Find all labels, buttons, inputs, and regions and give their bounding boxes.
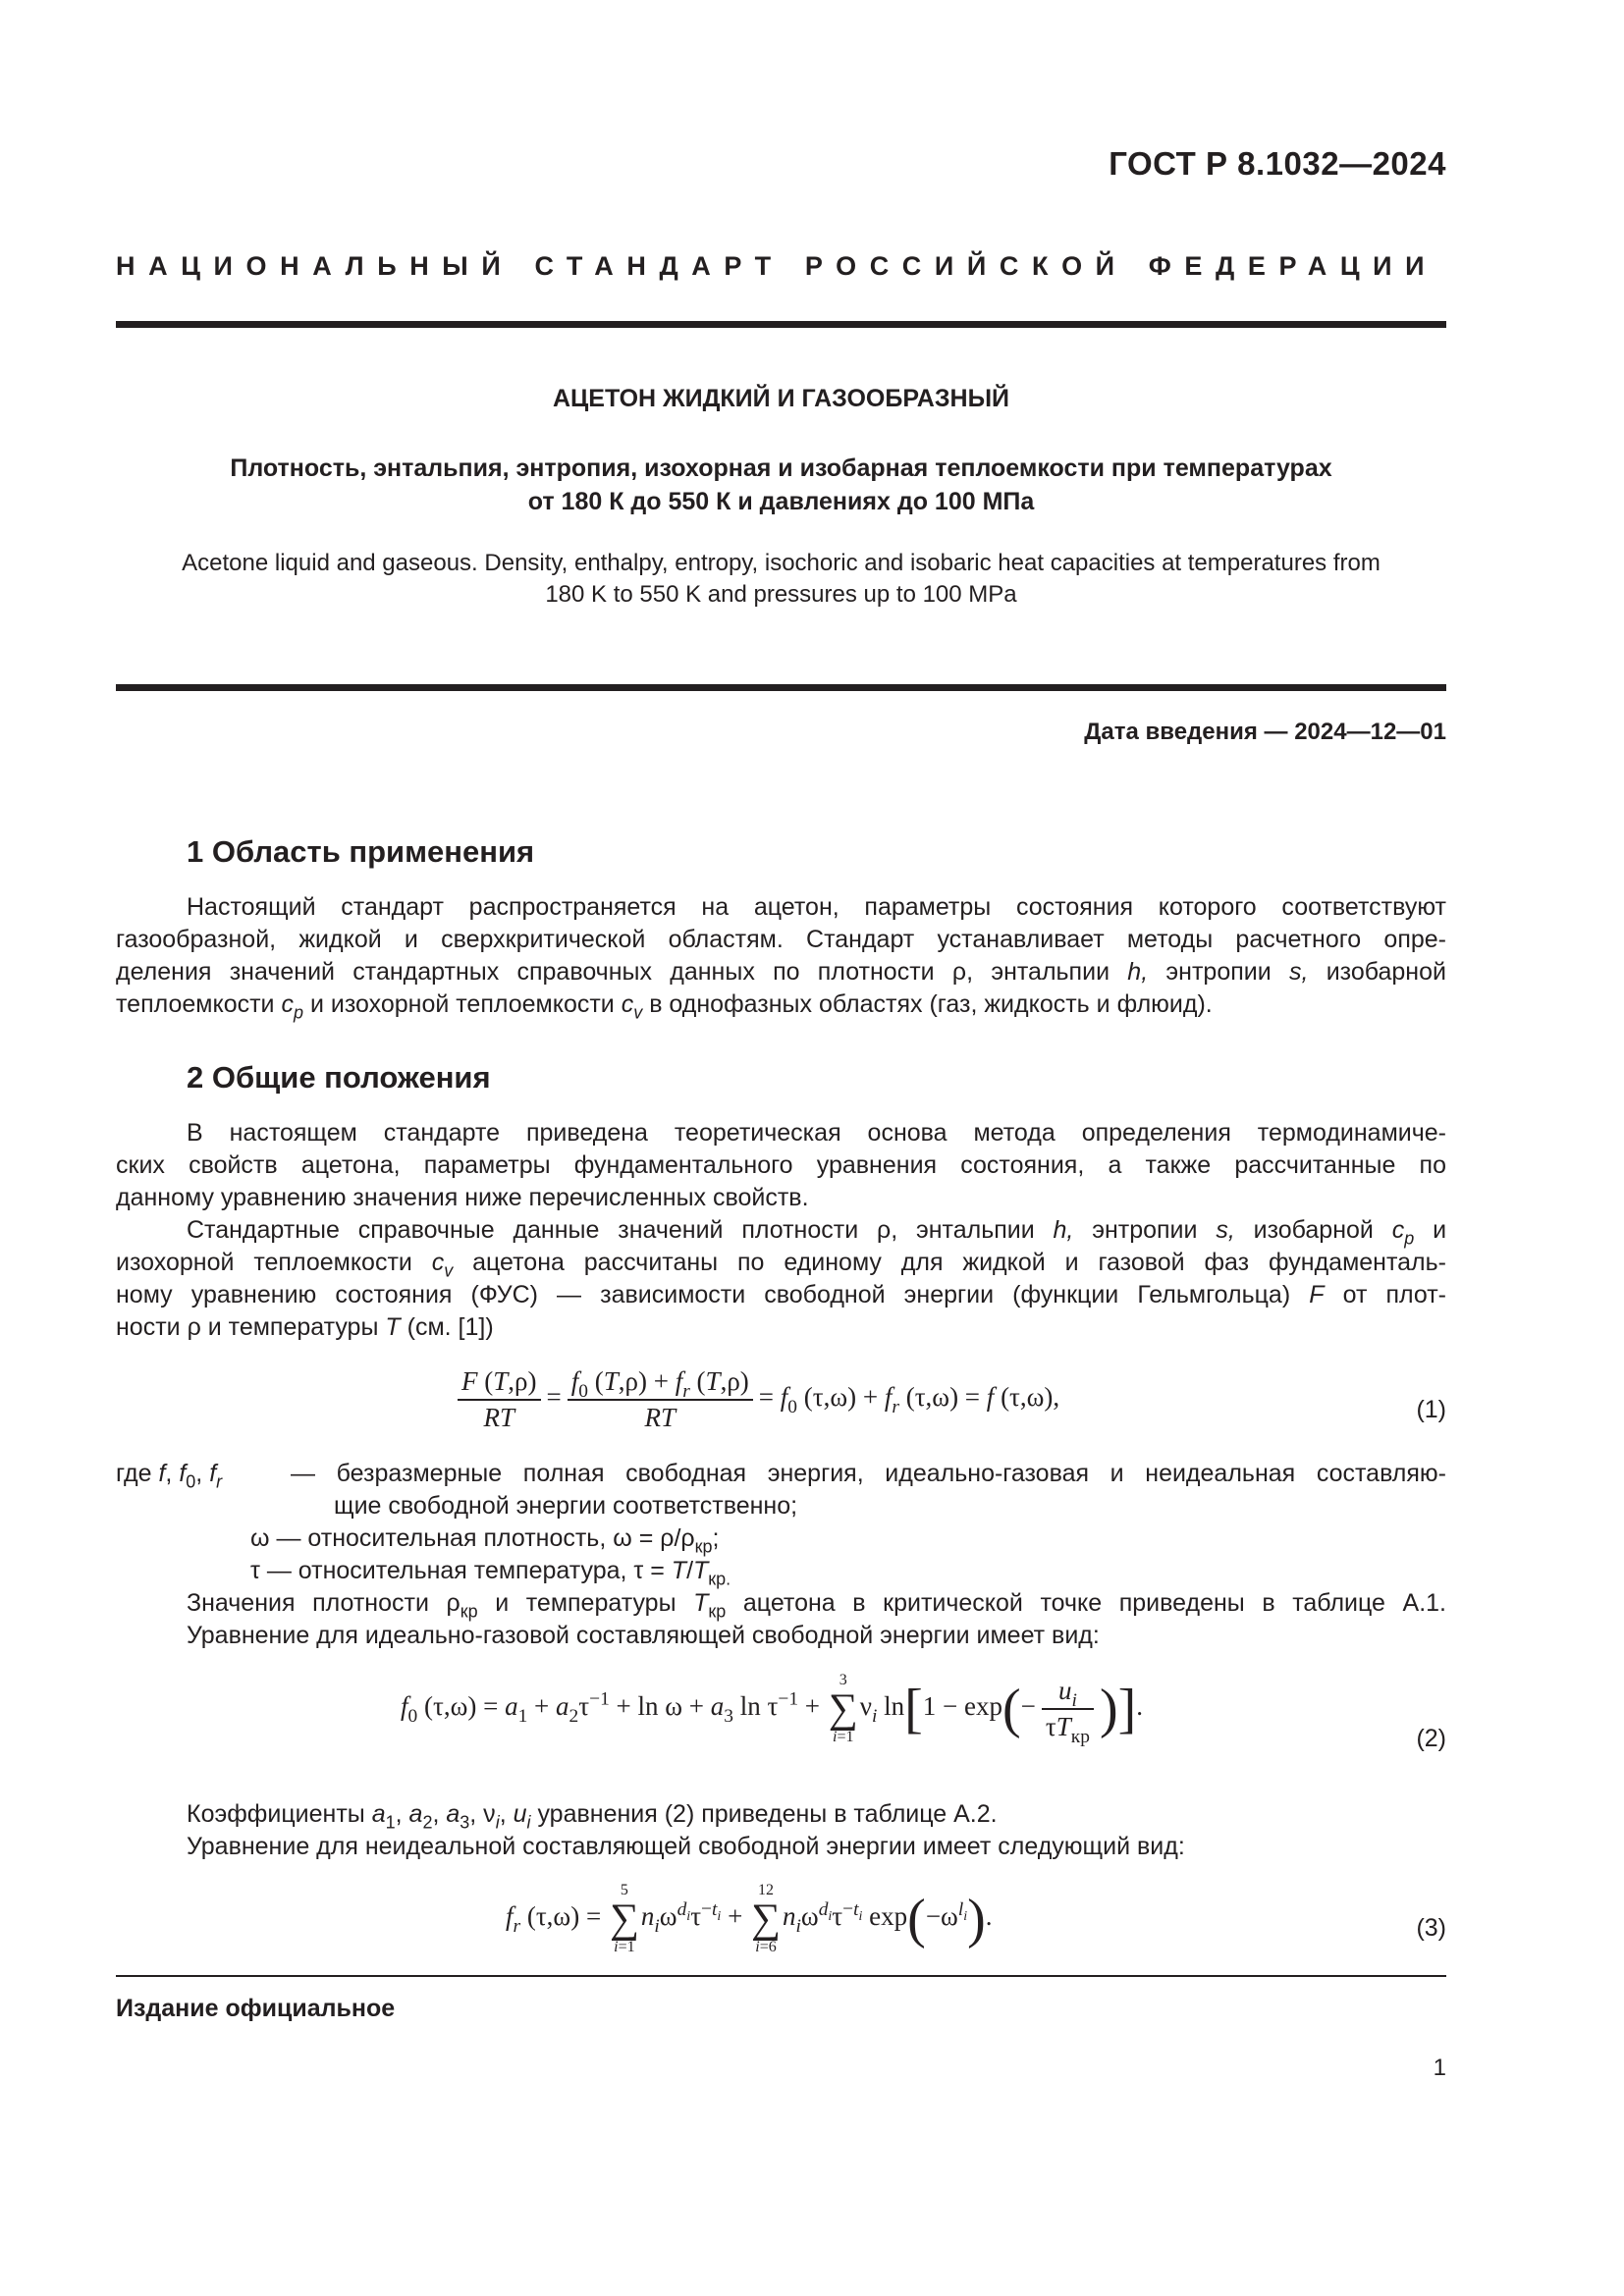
legend-f-text-1: — безразмерные полная свободная энергия, идеально-газовая и неидеальная составляю- (291, 1460, 1446, 1487)
top-rule (116, 321, 1446, 328)
s2-p2-line-3 (116, 1279, 1446, 1311)
s2-text: Стандартные справочные данные значений плотности ρ, энтальпии (187, 1216, 1035, 1244)
subscript-kr: кр (708, 1601, 727, 1622)
legend-f: где f, $f_0$, $f_r$ — безразмерные полная свободная энергия, идеально-газовая и неидеальная составляю- (116, 1460, 1446, 1492)
s1-text: изобарной (1326, 958, 1446, 986)
s2-p2-line-4 (116, 1311, 1446, 1344)
symbol-h: h, (1053, 1216, 1074, 1244)
page-number: 1 (1433, 2055, 1446, 2081)
equation-3: $f_r$ (τ,ω) = 5 ∑ $i=1n_i\omega^{d_i}\tau^{-t_i} + 12$ ∑ $i=6n_i\omega^{d_i}\tau^{-t_i}$ $\exp(-\omega^{l_i})$. (506, 1882, 993, 1955)
symbol-T: T (385, 1313, 401, 1341)
symbol-cp: $c_p$ (1391, 1216, 1415, 1249)
subscript-kr: кр (460, 1601, 478, 1622)
symbol-h: h, (1127, 958, 1149, 986)
introduction-date: Дата введения — 2024—12—01 (1084, 719, 1446, 745)
s2-text: ности ρ и температуры (116, 1313, 379, 1341)
s1-text: деления значений стандартных справочных данных по плотности ρ, энтальпии (116, 958, 1110, 986)
s2-text: и (1433, 1216, 1447, 1244)
subtitle-line-2: от 180 К до 550 К и давлениях до 100 МПа (527, 488, 1035, 515)
english-title (116, 548, 1446, 611)
english-title-line-2: 180 K to 550 K and pressures up to 100 MPa (545, 581, 1017, 608)
s2-text: и температуры (495, 1589, 677, 1617)
summation: 5 ∑ i=1 (609, 1882, 639, 1955)
subscript-kr: кр. (708, 1569, 731, 1589)
s2-text: ному уравнению состояния (ФУС) — зависимости свободной энергии (функции Гельмгольца) (116, 1281, 1291, 1308)
symbol-s: s, (1288, 958, 1309, 986)
equation-2: $f_0$ $(\tau,\omega) = a_1 + a_2\tau^{-1} + \ln \omega + a_3$ $\ln \tau^{-1} + 3$ ∑ $i=1\nu_i$ ln[1 − exp(− $\frac{u_i}{\tau T_{кр}}$ )]. (401, 1672, 1144, 1747)
legend-f-text-2: щие свободной энергии соответственно; (334, 1492, 798, 1520)
national-standard-banner: НАЦИОНАЛЬНЫЙ СТАНДАРТ РОССИЙСКОЙ ФЕДЕРАЦИИ (116, 251, 1438, 281)
summation: 3 ∑ i=1 (828, 1672, 858, 1745)
official-edition-label: Издание официальное (116, 1995, 396, 2022)
legend-tau-text: τ — относительная температура, τ = (250, 1557, 665, 1584)
s2-p1-line-2: ских свойств ацетона, параметры фундаментального уравнения состояния, а также рассчитанные по (116, 1151, 1446, 1179)
symbol-F: F (1309, 1281, 1325, 1308)
s1-line-4 (116, 988, 1446, 1021)
subtitle-line-1: Плотность, энтальпия, энтропия, изохорная и изобарная теплоемкости при температурах (230, 454, 1332, 482)
s2-text: ацетона рассчитаны по единому для жидкой и газовой фаз фундаменталь- (472, 1249, 1446, 1276)
s2-p2-line-2 (116, 1247, 1446, 1279)
equation-1: $\frac{F (T,\rho)}{RT}$ = $\frac{f_0 (T,\rho) + f_r (T,\rho)}{RT}$ = $f_0$ $(\tau,\omega) + f_r$ (τ,ω) = f (τ,ω), (452, 1366, 1059, 1433)
equation-2-number: (2) (1416, 1725, 1446, 1752)
s2-p4-line-2: Уравнение для неидеальной составляющей свободной энергии имеет следующий вид: (187, 1833, 1185, 1860)
fraction: $\frac{f_0 (T,\rho) + f_r (T,\rho)}{RT}$ (568, 1366, 753, 1433)
section-2-heading: 2 Общие положения (187, 1060, 491, 1095)
fraction: $\frac{u_i}{\tau T_{кр}}$ (1042, 1676, 1094, 1742)
equation-3-number: (3) (1416, 1914, 1446, 1942)
subscript-kr: кр (694, 1536, 713, 1557)
document-code: ГОСТ Р 8.1032—2024 (1109, 145, 1446, 182)
s2-p3-line-1: Значения плотности $\rho_{кр}$ и температуры $T_{кр}$ ацетона в критической точке приведены в таблице А.1. (187, 1589, 1447, 1622)
summation: 12 ∑ i=6 (751, 1882, 781, 1955)
s1-line-2: газообразной, жидкой и сверхкритической областям. Стандарт устанавливает методы расчетного опре- (116, 926, 1446, 953)
s2-text: Значения плотности ρ (187, 1589, 460, 1617)
symbol-cv: $c_v$ (621, 990, 643, 1023)
title-rule (116, 684, 1446, 691)
s2-text: (см. [1]) (406, 1313, 494, 1341)
s2-p2-line-1 (187, 1214, 1446, 1247)
s1-text: и изохорной теплоемкости (309, 990, 615, 1018)
symbol-cp: $c_p$ (281, 990, 303, 1023)
fraction: $\frac{F (T,\rho)}{RT}$ (458, 1366, 541, 1433)
s2-text: изобарной (1253, 1216, 1374, 1244)
s1-text: теплоемкости (116, 990, 275, 1018)
symbol-cv: $c_v$ (431, 1249, 454, 1281)
s1-text: в однофазных областях (газ, жидкость и флюид). (649, 990, 1213, 1018)
footer-rule (116, 1975, 1446, 1977)
s2-text: ацетона в критической точке приведены в таблице А.1. (742, 1589, 1447, 1617)
s2-p3-line-2: Уравнение для идеально-газовой составляющей свободной энергии имеет вид: (187, 1622, 1100, 1649)
s2-text: энтропии (1092, 1216, 1198, 1244)
legend-omega: ω — относительная плотность, $\omega = \rho/\rho_{кр}$; (250, 1524, 720, 1557)
s1-line-3 (116, 956, 1446, 988)
english-title-line-1: Acetone liquid and gaseous. Density, enthalpy, entropy, isochoric and isobaric heat capacities at temperatures from (182, 550, 1380, 576)
legend-omega-text: ω — относительная плотность, ω = ρ/ρ (250, 1524, 695, 1552)
symbol-s: s, (1216, 1216, 1235, 1244)
s2-p4-line-1: Коэффициенты $a_1$, $a_2$, $a_3$, $\nu_i$, $u_i$ уравнения (2) приведены в таблице А.2. (187, 1800, 998, 1833)
s1-text: энтропии (1165, 958, 1272, 986)
where-label: где (116, 1460, 152, 1487)
equation-1-number: (1) (1416, 1396, 1446, 1423)
document-title: АЦЕТОН ЖИДКИЙ И ГАЗООБРАЗНЫЙ (552, 385, 1010, 412)
section-1-heading: 1 Область применения (187, 834, 535, 869)
s2-text: Коэффициенты (187, 1800, 365, 1828)
s2-text: изохорной теплоемкости (116, 1249, 412, 1276)
document-subtitle (116, 452, 1446, 518)
s2-text: уравнения (2) приведены в таблице А.2. (537, 1800, 998, 1828)
s1-line-1: Настоящий стандарт распространяется на ацетон, параметры состояния которого соответствуют (187, 893, 1446, 921)
s2-p1-line-1: В настоящем стандарте приведена теоретическая основа метода определения термодинамиче- (187, 1119, 1446, 1147)
s2-p1-line-3: данному уравнению значения ниже перечисленных свойств. (116, 1184, 809, 1211)
legend-tau: τ — относительная температура, $\tau = T/T_{кр.}$ (250, 1557, 731, 1589)
s2-text: от плот- (1342, 1281, 1446, 1308)
